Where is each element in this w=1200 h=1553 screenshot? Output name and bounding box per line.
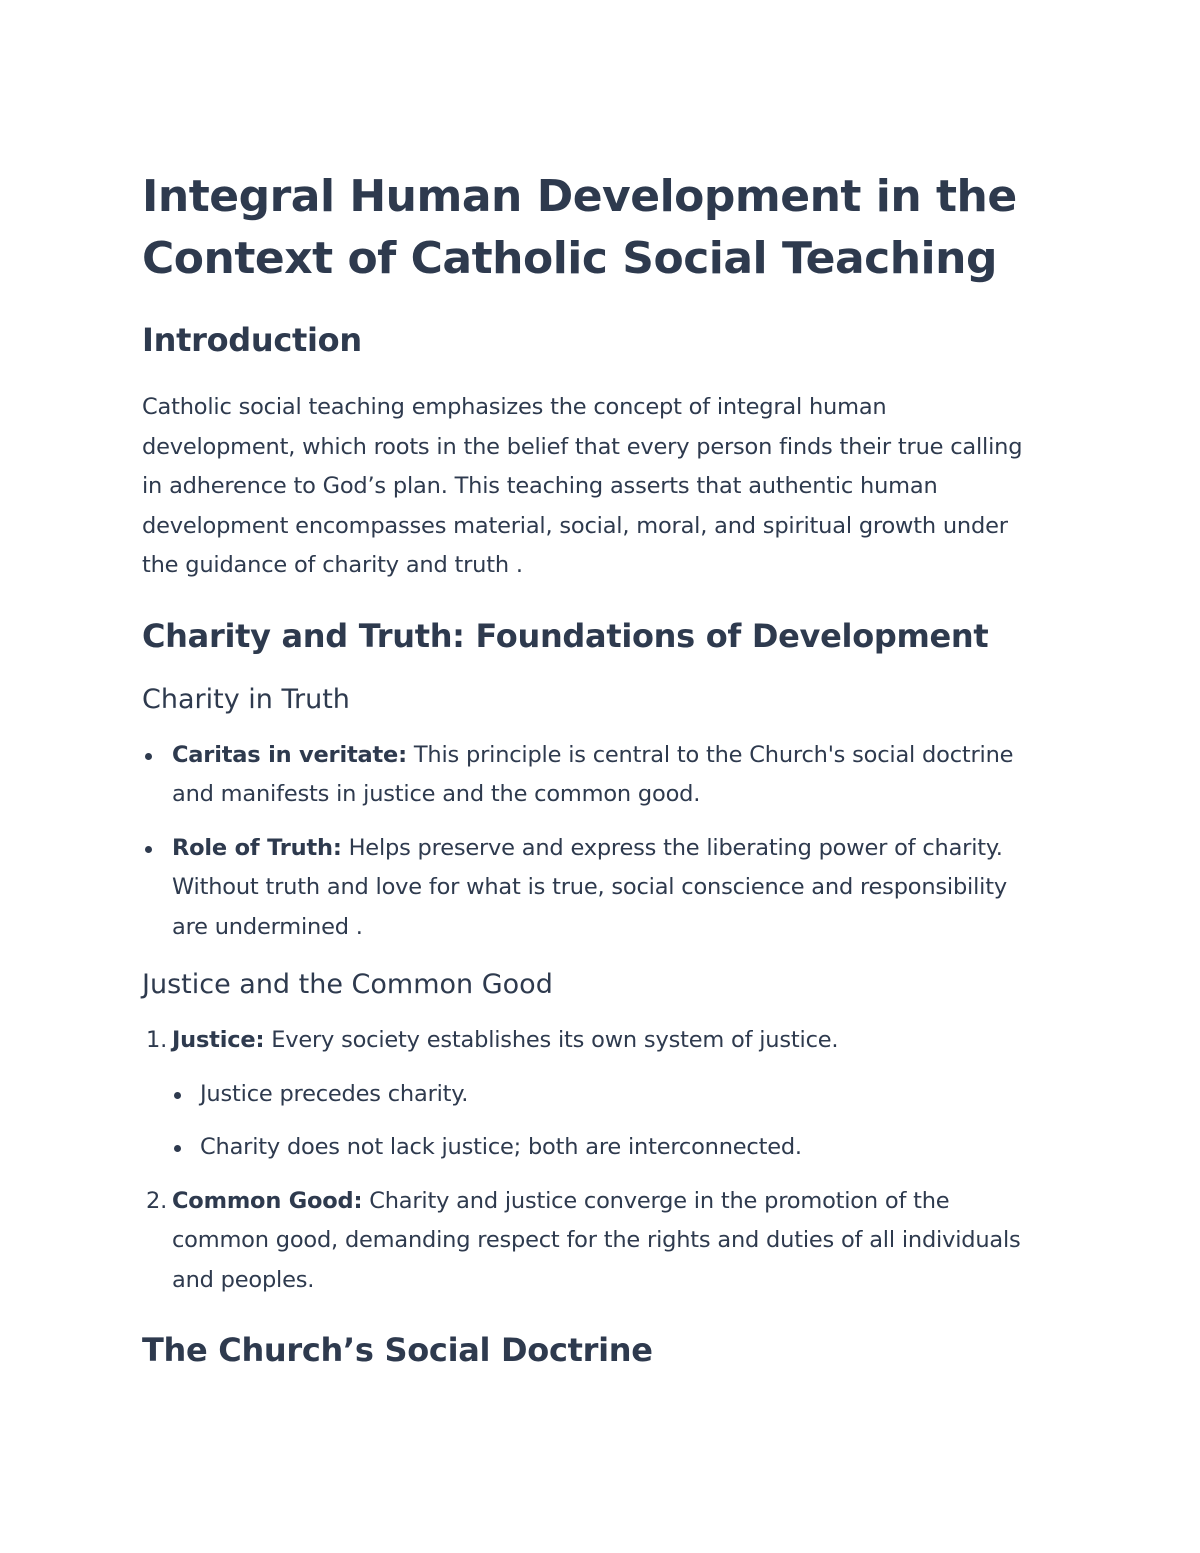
list-item-term: Justice: [172,1027,265,1053]
list-item [142,736,1042,815]
list-item [142,829,1042,948]
introduction-paragraph: Catholic social teaching emphasizes the concept of integral human development, which roots in the belief that every person finds their true calling in adherence to God’s plan. This teaching asserts that authentic human development encompasses material, social, moral, and spiritual growth under the guidance of charity and truth . [142,394,1023,578]
document-title: Integral Human Development in the Context of Catholic Social Teaching [142,171,1017,284]
list-item-term: Role of Truth: [172,834,342,861]
justice-sublist [172,1075,1042,1168]
list-item-text: Every society establishes its own system of justice. [264,1027,839,1053]
sublist-item [142,1128,1042,1168]
bullet-icon [145,846,152,853]
church-social-doctrine-heading: The Church’s Social Doctrine [142,1331,653,1369]
bullet-icon [145,753,152,760]
list-item [142,1021,1042,1168]
list-item-text: Helps preserve and express the liberating power of charity. Without truth and love for what is true, social conscience and responsibility are undermined . [172,834,1007,940]
sublist-item [142,1075,1042,1115]
charity-truth-heading: Charity and Truth: Foundations of Development [142,616,989,655]
list-item-text: Charity and justice converge in the promotion of the common good, demanding respect for the rights and duties of all individuals and peoples. [172,1187,1021,1293]
list-item-number: 1. [146,1027,168,1053]
introduction-heading: Introduction [142,321,362,359]
sublist-item-text: Charity does not lack justice; both are interconnected. [200,1134,802,1160]
justice-common-good-subheading: Justice and the Common Good [142,969,553,1000]
list-item-term: Common Good: [172,1187,363,1214]
list-item [142,1182,1042,1301]
list-item-text: This principle is central to the Church's social doctrine and manifests in justice and the common good. [172,741,1014,807]
document-page [142,166,1042,1374]
list-item-term: Caritas in veritate: [172,741,407,768]
charity-in-truth-list [142,736,1042,948]
sublist-item-text: Justice precedes charity. [200,1080,469,1107]
charity-in-truth-subheading: Charity in Truth [142,683,350,715]
bullet-icon [174,1092,181,1099]
list-item-number: 2. [146,1187,168,1214]
justice-common-good-list [142,1021,1042,1300]
bullet-icon [174,1145,181,1152]
